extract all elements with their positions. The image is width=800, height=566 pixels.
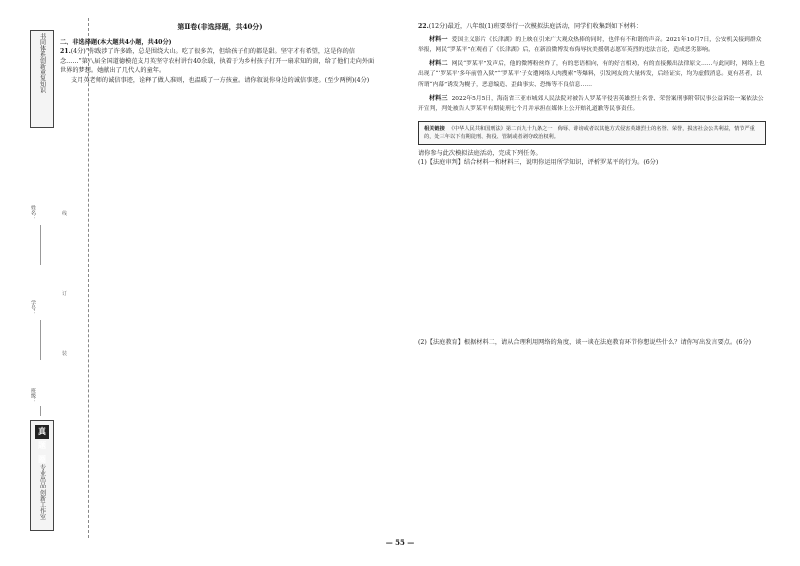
material-1-label: 材料一 — [429, 35, 448, 43]
material-2-label: 材料二 — [429, 59, 448, 67]
right-column — [418, 22, 766, 348]
field-name-label: 姓名： — [30, 205, 36, 220]
question-22-intro: (12分)最近，八年级(1)班要举行一次模拟法庭活动，同学们收集到如下材料： — [428, 23, 643, 30]
field-class-label: 班级： — [30, 388, 36, 403]
page-number: — 55 — — [385, 538, 415, 547]
field-class-line — [40, 406, 41, 416]
task-2: (2)【法庭教育】根据材料二，请从合理利用网络的角度，谈一谈在法庭教育环节你想说些什么？请你写出发言要点。(6分) — [418, 338, 752, 346]
material-1 — [418, 35, 766, 56]
section-heading: 二、非选择题(本大题共4小题，共40分) — [60, 38, 172, 46]
related-law-text: 《中华人民共和国刑法》第二百九十九条之一 侮辱、诽谤或者以其他方式侵害英雄烈士的名誉、荣誉，损害社会公共利益，情节严重的，处三年以下有期徒刑、拘役、管制或者剥夺政治权利。 — [424, 125, 755, 140]
question-21-stem: (4分)“你跋涉了许多路，总是围绕大山。吃了很多苦，但给孩子们的都是甜。坚守才有希望，这是你的信念……”第八届全国道德模范支月英坚守农村讲台40余载，执着于为乡村孩子打开一扇求知的窗，给了他们走向外面世界的梦想。她献出了几代人的童年。 — [60, 48, 375, 75]
brand-logo-top — [30, 30, 54, 128]
seal-char-2: 订 — [62, 291, 68, 297]
material-3-label: 材料三 — [429, 94, 448, 102]
question-21-number: 21. — [60, 48, 71, 56]
field-id-label: 学号： — [30, 300, 36, 315]
answer-space-1[interactable] — [418, 168, 766, 338]
binding-dashed-line — [88, 18, 89, 538]
material-3-text: 2022年5月5日，海南省三亚市城郊人民法院对被告人罗某平侵害英雄烈士名誉、荣誉案刑事附带民事公益诉讼一案依法公开宣判，判处被告人罗某平有期徒刑七个月并承担在媒体上公开赔礼道歉等民事责任。 — [418, 95, 764, 113]
question-22-number: 22. — [418, 23, 429, 30]
task-intro: 请你参与此次模拟法庭活动，完成下列任务。 — [418, 149, 542, 157]
brand-logo-bottom — [30, 420, 54, 531]
question-22 — [418, 22, 766, 32]
field-name-line — [40, 225, 41, 265]
related-law-box — [418, 121, 766, 145]
brand-bottom-text: 专业出品 创新工作室 — [38, 464, 46, 520]
material-1-text: 爱国主义影片《长津湖》的上映在引来广大观众热捧的同时，也伴有不和谐的声音。2021年10月7日，公安机关接到群众举报，网民“罗某平”在观看了《长津湖》后，在新浪微博发布侮辱抗美援朝志愿军英烈的违法言论，造成恶劣影响。 — [418, 36, 762, 54]
question-21-task: 支月英老师的诚信事迹，诠释了做人准则，也温暖了一方孩童。请你叙说你身边的诚信事迹。(至少两例)(4分) — [71, 76, 370, 84]
field-id-line — [40, 320, 41, 360]
seal-char-1: 线 — [62, 211, 68, 217]
brand-top-text: 书同体系创新重复知识 — [38, 33, 46, 93]
question-21 — [60, 47, 380, 76]
material-2-text: 网民“罗某平”发声后，他的微博粉丝炸了，有的恶语相向，有的好言相劝，有的直接搬出法律原文……与此同时，网络上也出现了“‘罗某平’多年前曾入狱”“‘罗某平’子女遭网络人肉搜索”等爆料，引发网友的大量转发，后经证实，均为虚假消息。更有甚者，以所谓“内幕”诱发为幌子，恶意编造、歪曲事实、恐怖等不良信息…… — [418, 60, 765, 88]
related-law-label: 相关链接 — [424, 125, 445, 132]
material-3 — [418, 94, 766, 115]
material-2 — [418, 59, 766, 91]
seal-char-3: 装 — [62, 351, 68, 357]
part-title: 第Ⅱ卷(非选择题，共40分) — [177, 22, 263, 31]
brand-bottom-mark: 真题圈 — [35, 425, 49, 439]
left-column — [60, 22, 380, 86]
task-1: (1)【法庭审判】结合材料一和材料三，说明你运用所学知识，评析罗某平的行为。(6分) — [418, 159, 659, 167]
